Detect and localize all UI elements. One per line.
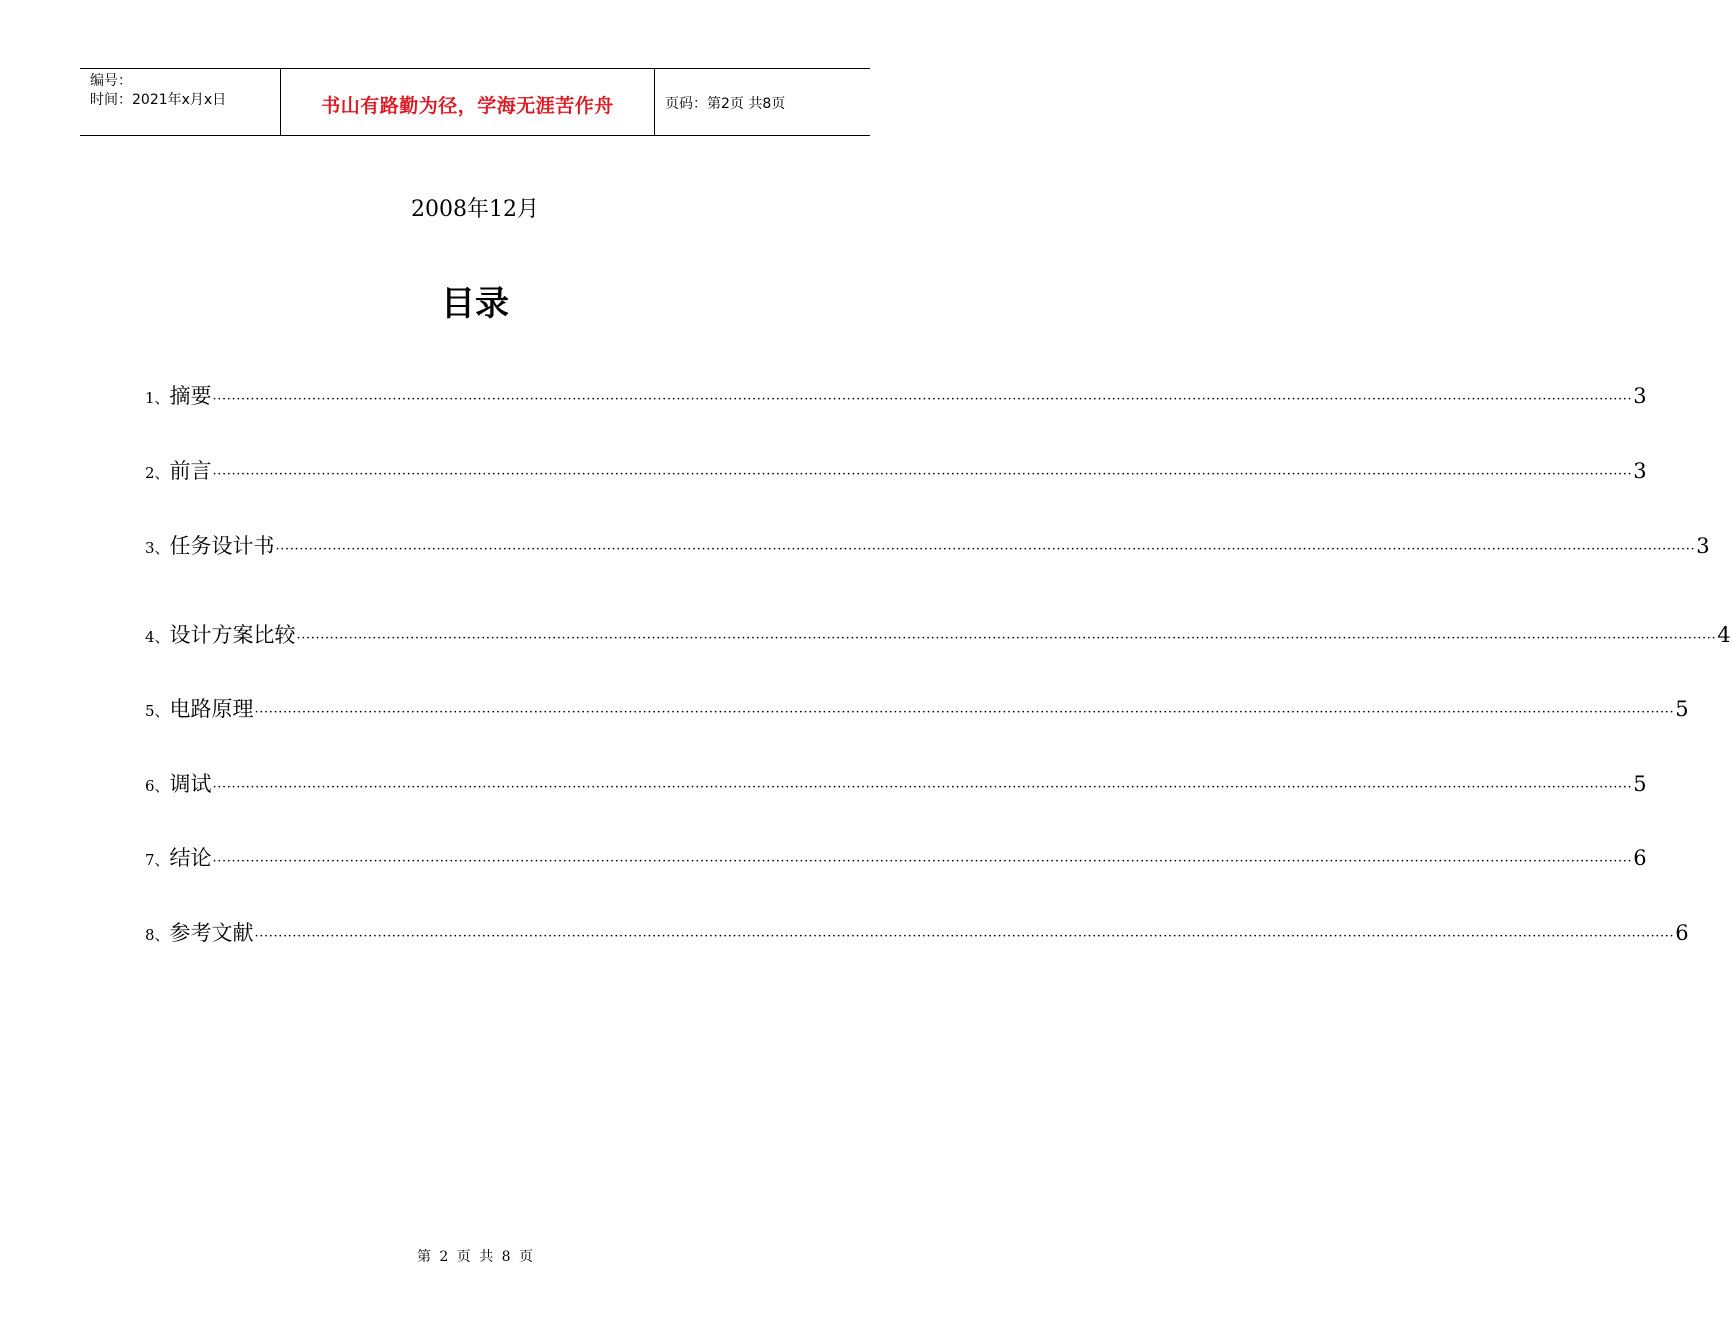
toc-leader: ············································································································································································································································································································ <box>254 929 1675 944</box>
toc-leader: ············································································································································································································································································································ <box>212 467 1633 482</box>
toc-label: 调试 <box>169 772 212 796</box>
toc-number: 7、 <box>145 851 170 869</box>
toc-entry <box>145 619 1731 649</box>
toc-page: 3 <box>1633 459 1647 483</box>
toc-entry <box>145 380 1647 410</box>
toc-page: 3 <box>1633 384 1647 408</box>
toc-number: 1、 <box>145 389 170 407</box>
toc-label: 结论 <box>169 846 212 870</box>
document-date: 2008年12月 <box>411 197 539 222</box>
toc-entry <box>145 842 1647 872</box>
header-meta <box>80 69 281 135</box>
toc-number: 2、 <box>145 464 170 482</box>
toc-entry <box>145 455 1647 485</box>
toc-number: 6、 <box>145 777 170 795</box>
toc-label: 设计方案比较 <box>169 623 296 647</box>
toc-number: 3、 <box>145 539 170 557</box>
toc-page: 3 <box>1696 534 1710 558</box>
toc-leader: ············································································································································································································································································································ <box>254 705 1675 720</box>
page-header <box>80 68 870 136</box>
toc-entry <box>145 917 1689 947</box>
toc-number: 5、 <box>145 702 170 720</box>
header-page-info: 页码：第2页 共8页 <box>665 96 786 112</box>
toc-page: 6 <box>1675 921 1689 945</box>
toc-page: 5 <box>1675 697 1689 721</box>
toc-number: 8、 <box>145 926 170 944</box>
toc-entry <box>145 693 1689 723</box>
toc-entry <box>145 530 1710 560</box>
toc-page: 4 <box>1717 623 1731 647</box>
header-motto: 书山有路勤为径，学海无涯苦作舟 <box>281 69 655 135</box>
toc-label: 电路原理 <box>169 697 254 721</box>
toc-leader: ············································································································································································································································································································ <box>212 854 1633 869</box>
toc-page: 6 <box>1633 846 1647 870</box>
toc-leader: ············································································································································································································································································································ <box>212 392 1633 407</box>
toc-label: 摘要 <box>169 384 212 408</box>
toc-label: 参考文献 <box>169 921 254 945</box>
number-label: 编号： <box>90 73 132 89</box>
time-label: 时间：2021年x月x日 <box>90 92 227 108</box>
toc-leader: ············································································································································································································································································································ <box>212 780 1633 795</box>
toc-label: 前言 <box>169 459 212 483</box>
toc-number: 4、 <box>145 628 170 646</box>
toc-leader: ············································································································································································································································································································ <box>296 631 1717 646</box>
toc-entry <box>145 768 1647 798</box>
toc-leader: ············································································································································································································································································································ <box>275 542 1696 557</box>
toc-page: 5 <box>1633 772 1647 796</box>
page-title: 目录 <box>441 284 509 324</box>
toc-label: 任务设计书 <box>169 534 275 558</box>
page-footer: 第 2 页 共 8 页 <box>416 1249 534 1265</box>
